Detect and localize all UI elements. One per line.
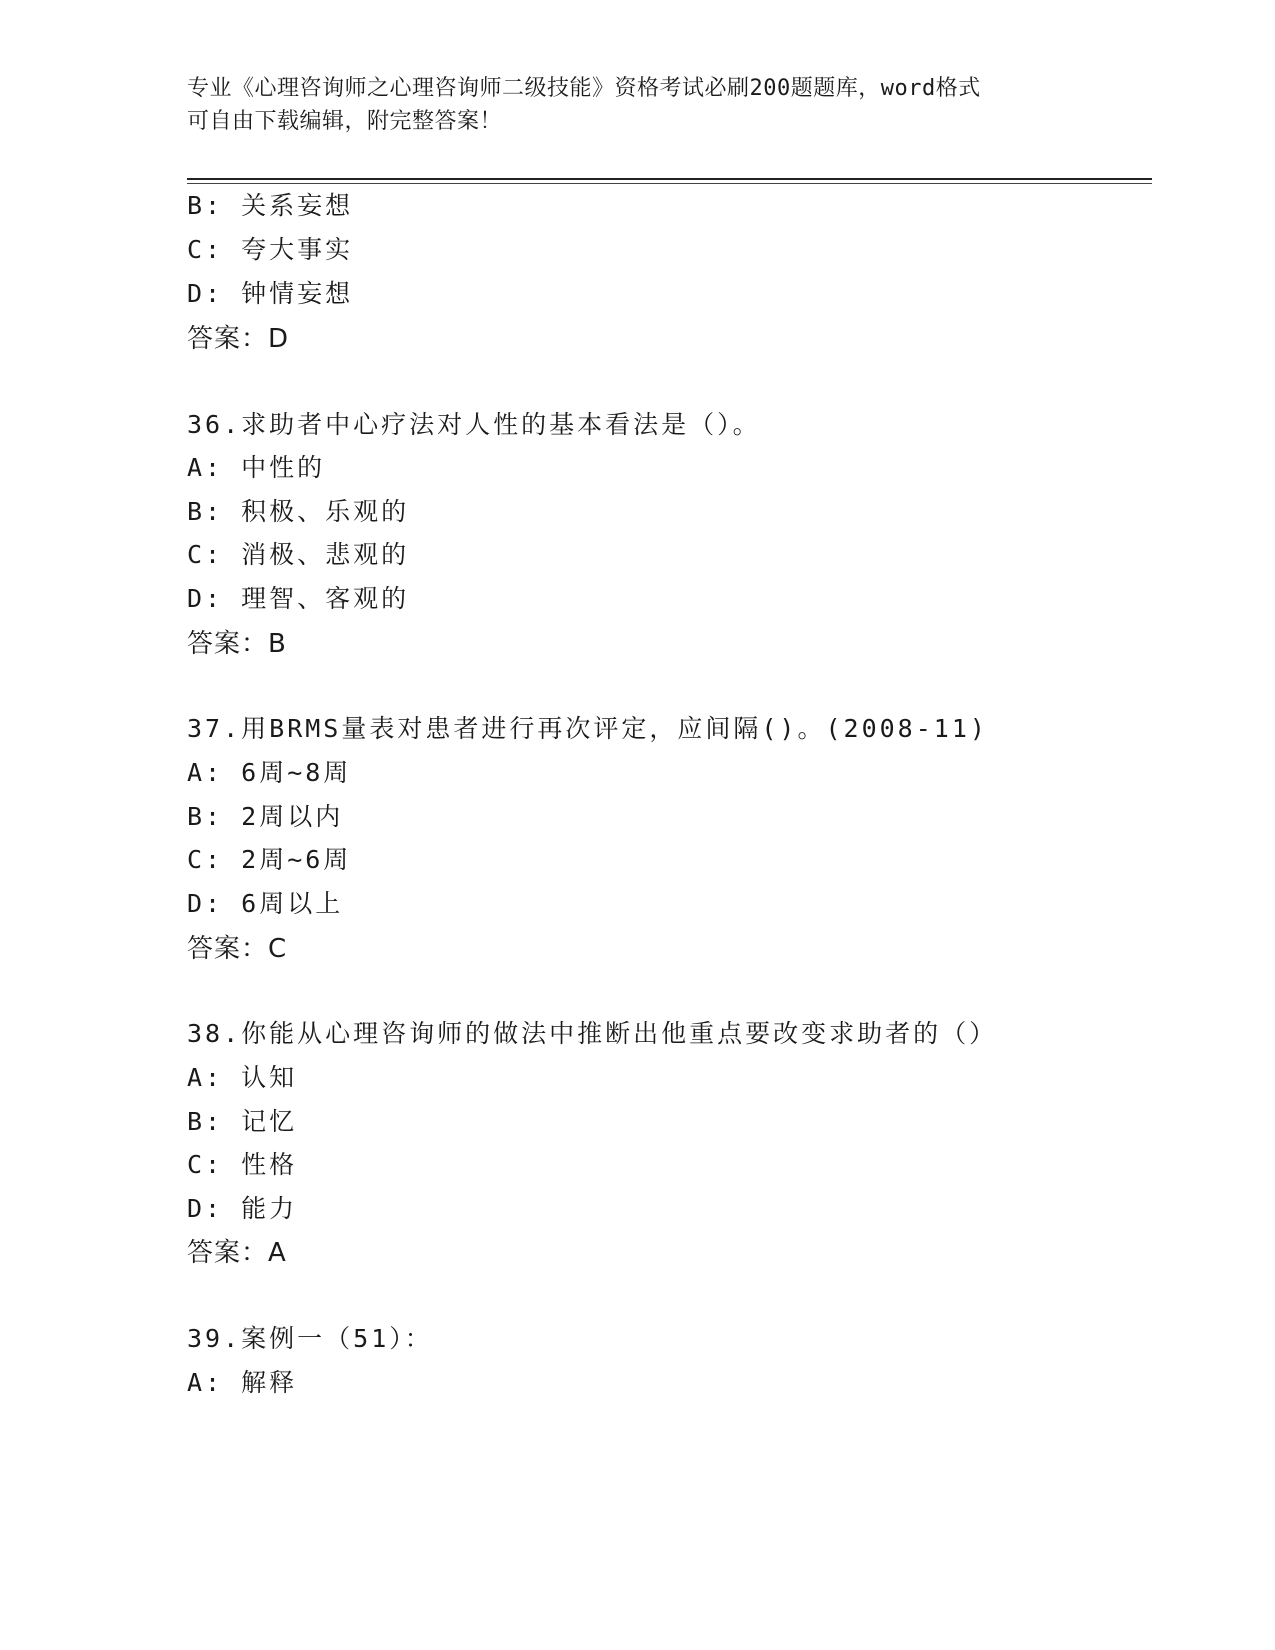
option-c: C: 消极、悲观的	[187, 540, 410, 569]
header-line-1: 专业《心理咨询师之心理咨询师二级技能》资格考试必刷200题题库，word格式	[187, 76, 981, 101]
option-c: C: 夸大事实	[187, 235, 354, 264]
answer-label: 答案：A	[187, 1238, 287, 1268]
option-a: A: 解释	[187, 1368, 298, 1397]
document-header	[187, 72, 1087, 138]
header-rule-thick	[187, 178, 1152, 180]
option-c: C: 性格	[187, 1150, 298, 1179]
question-stem: 37.用BRMS量表对患者进行再次评定，应间隔()。(2008-11)	[187, 714, 988, 743]
answer-label: 答案：C	[187, 934, 288, 964]
header-line-2: 可自由下载编辑，附完整答案！	[187, 109, 503, 134]
option-c: C: 2周~6周	[187, 845, 352, 874]
option-a: A: 6周~8周	[187, 758, 352, 787]
option-b: B: 积极、乐观的	[187, 497, 410, 526]
question-stem: 39.案例一（51）：	[187, 1324, 433, 1353]
option-d: D: 钟情妄想	[187, 279, 354, 308]
answer-label: 答案：D	[187, 324, 290, 354]
option-a: A: 认知	[187, 1063, 298, 1092]
question-stem: 36.求助者中心疗法对人性的基本看法是（）。	[187, 410, 761, 439]
option-d: D: 6周以上	[187, 889, 344, 918]
header-rule-thin	[187, 183, 1152, 184]
option-b: B: 关系妄想	[187, 191, 354, 220]
option-a: A: 中性的	[187, 453, 326, 482]
option-b: B: 记忆	[187, 1107, 298, 1136]
option-d: D: 理智、客观的	[187, 584, 410, 613]
answer-label: 答案：B	[187, 629, 287, 659]
question-stem: 38.你能从心理咨询师的做法中推断出他重点要改变求助者的（）	[187, 1019, 998, 1048]
option-b: B: 2周以内	[187, 802, 344, 831]
option-d: D: 能力	[187, 1194, 298, 1223]
